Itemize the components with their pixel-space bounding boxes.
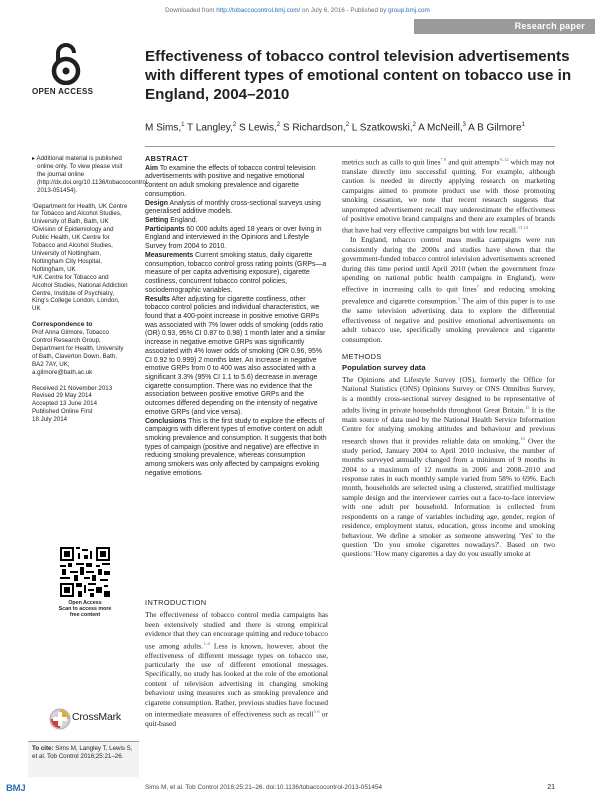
correspondence-heading: Correspondence to [32, 321, 93, 329]
aim-text: To examine the effects of tobacco control television advertisements with positive and negative emotional content on adult smoking prevalence and cigarette consumption. [145, 164, 316, 198]
body-text: which may not translate directly into successful quitting. For example, although caution is needed in directly applying research on marketing campaigns aimed to promote product use with those promoting smoking cessation, we note that recent research suggests that unprompted advertisement recall may underestimate the effectiveness of positive emotive brand campaigns and there are examples of brands that have had very effective campaigns but with low recall. [342, 157, 555, 235]
body-text: and quit attempts [446, 157, 500, 167]
article-title: Effectiveness of tobacco control television advertisements with different types of emotional content on tobacco use in England, 2004–2010 [145, 48, 572, 103]
affiliation: ³UK Centre for Tobacco and Alcohol Studies, National Addiction Centre, Institute of Psychiatry, King's College London, London, UK [32, 273, 128, 313]
date-accepted: Accepted 13 June 2014 [32, 400, 98, 408]
body-text: It is the main source of data used by the National Health Service Information Centre for studying smoking attitudes and behaviour and previous research shows that it provides reliable data on smoking. [342, 405, 556, 446]
population-heading: Population survey data [342, 363, 426, 373]
author-sup: 2 [276, 122, 281, 128]
author-sup: 2 [232, 122, 237, 128]
citation-ref[interactable]: 15 [524, 405, 530, 411]
page-footer [145, 784, 555, 791]
qr-caption-line: Scan to access more [58, 606, 112, 613]
measurements-text: Current smoking status, daily cigarette consumption, tobacco control gross rating points (GRPs—a measure of per capita advertising exposure), cigarette costliness, concurrent tobacco control policies, sociodemographic variables. [145, 251, 327, 294]
intro-text: The effectiveness of tobacco control media campaigns has been extensively studied and there is strong empirical evidence that they can encourage quitting and reduce tobacco use among adults. [145, 610, 328, 651]
author: M Sims, [145, 122, 182, 134]
citation-ref[interactable]: 1–4 [203, 640, 210, 646]
date-received: Received 21 November 2013 [32, 384, 113, 392]
body-text: The aim of this paper is to use the same television advertising data to explore the differential effectiveness of negative and positive emotional advertisements on adult tobacco use, specifically smoking prevalence and cigarette consumption. [342, 296, 556, 344]
qr-caption-line: Open Access [68, 600, 102, 606]
introduction [145, 598, 328, 728]
section-label: Research paper [414, 19, 595, 34]
results-label: Results [145, 295, 170, 303]
citation-ref[interactable]: 16 [520, 435, 525, 441]
participants-label: Participants [145, 225, 185, 233]
measurements-label: Measurements [145, 251, 194, 259]
author-sup: 1 [181, 122, 185, 128]
conclusions-label: Conclusions [145, 417, 187, 425]
author: T Langley, [184, 122, 233, 134]
bmj-logo: BMJ [6, 783, 26, 794]
qr-caption [40, 600, 130, 619]
sidebar [32, 155, 150, 424]
supplementary-note: ▸ Additional material is published online only. To view please visit the journal online (http://dx.doi.org/10.1136/tobaccocontrol-2013-051454). [32, 155, 150, 194]
journal-url-link[interactable]: http://tobaccocontrol.bmj.com/ [216, 7, 301, 14]
header-divider [145, 146, 555, 147]
body-text: and reducing smoking prevalence and cigarette consumption. [342, 284, 555, 306]
body-text: The Opinions and Lifestyle Survey (OS), formerly the Office for National Statistics (ONS) Opinions Survey or ONS Omnibus Survey, is a monthly cross-sectional survey designed to be representative of adults living in private households throughout Great Britain. [342, 374, 555, 415]
affiliation: ¹Department for Health, UK Centre for Tobacco and Alcohol Studies, University of Bath, Bath, UK [32, 202, 128, 226]
author-list [145, 122, 575, 133]
citation-ref[interactable]: 13 14 [517, 225, 528, 231]
citation-ref[interactable]: 3 [457, 296, 460, 302]
page-number: 21 [547, 784, 555, 791]
intro-text: Less is known, however, about the effectiveness of different message types on tobacco use, particularly the use of different emotional messages. Specifically, no study has looked at the role of the emotional content of television advertising in changing smoking behaviour using measures such as smoking prevalence and cigarette consumption. Rather, previous studies have focused on intermediate measures of effectiveness such as recall [145, 641, 328, 719]
body-text: metrics such as calls to quit lines [342, 157, 441, 167]
author: L Szatkowski, [349, 122, 413, 134]
setting-label: Setting [145, 217, 169, 225]
download-prefix: Downloaded from [165, 7, 217, 14]
author-sup: 1 [521, 122, 525, 128]
author: A B Gilmore [465, 122, 522, 134]
date-published: 18 July 2014 [32, 416, 68, 424]
citation-ref[interactable]: 7 8 [440, 157, 447, 162]
qr-caption-line: free content [69, 612, 101, 619]
methods-heading: METHODS [342, 351, 382, 361]
conclusions-text: This is the first study to explore the effects of campaigns with different types of emotive content on adult smoking prevalence and consumption. It suggests that both types of campaign (positive and negative) are effective in reducing smoking prevalence, whereas consumption among smokers was only affected by campaigns evoking negative emotions. [145, 417, 327, 477]
results-text: After adjusting for cigarette costliness, other tobacco control policies and individual characteristics, we found that a 400-point increase in positive emotive GRPs was associated with 7% lower odds of smoking (odds ratio (OR) 0.93, 95% CI 0.87 to 0.98) 1 month later and a similar increase in negative emotive GRPs was significantly associated with 4% lower odds of smoking (OR 0.96, 95% CI 0.92 to 0.999) 2 months later. An increase in negative emotive GRPs from 0 to 400 was also associated with a significant 3.3% (95% CI 1.1 to 5.6) decrease in average cigarette consumption. There was no evidence that the association between positive emotive GRPs and the outcomes differed depending on the intensity of negative emotive GRPs (and vice versa). [145, 295, 326, 416]
cite-text: Sims M, Langley T, Lewis S, et al. Tob Control 2016;25:21–26. [32, 745, 133, 760]
participants-text: 60 000 adults aged 18 years or over living in England and interviewed in the Opinions and Lifestyle Survey from 2004 to 2010. [145, 225, 322, 251]
footer-citation: Sims M, et al. Tob Control 2016;25:21–26. doi:10.1136/tobaccocontrol-2013-051454 [145, 784, 383, 791]
date-published-label: Published Online First [32, 408, 93, 416]
author-sup: 2 [345, 122, 350, 128]
author-sup: 3 [462, 122, 466, 128]
qr-code-icon[interactable] [60, 547, 110, 597]
author: A McNeill, [415, 122, 463, 134]
crossmark-label[interactable]: CrossMark [72, 711, 121, 723]
correspondence-text: Prof Anna Gilmore, Tobacco Control Research Group, Department for Health, University of Bath, Claverton Down, Bath, BA2 7AY, UK; a.gilmore@bath.ac.uk [32, 329, 124, 376]
abstract [145, 155, 328, 479]
design-text: Analysis of monthly cross-sectional surveys using generalised additive models. [145, 199, 321, 216]
author: S Lewis, [236, 122, 277, 134]
setting-text: England. [168, 217, 198, 225]
open-access-label: OPEN ACCESS [32, 87, 94, 96]
author-sup: 2 [412, 122, 416, 128]
publisher-link[interactable]: group.bmj.com [388, 7, 430, 14]
aim-label: Aim [145, 164, 159, 172]
download-notice [0, 7, 595, 14]
design-label: Design [145, 199, 168, 207]
author: S Richardson, [280, 122, 346, 134]
body-text: In England, tobacco control mass media campaigns were run consistently during the 2000s and studies have shown that the government-funded tobacco control television advertisements screened during this time period until April 2010 (when the government froze spending on national public health campaigns in England), were effective in increasing calls to quit lines [342, 235, 555, 294]
intro-text: or quit-based [145, 709, 329, 728]
citation-box [28, 741, 139, 777]
introduction-heading: INTRODUCTION [145, 598, 207, 607]
right-column [342, 155, 555, 559]
citation-ref[interactable]: 5 6 [313, 708, 320, 714]
open-access-icon [48, 41, 84, 85]
citation-ref[interactable]: 9–12 [499, 157, 509, 162]
citation-ref[interactable]: 7 [476, 284, 479, 290]
abstract-heading: ABSTRACT [145, 154, 189, 163]
cite-label: To cite: [32, 745, 54, 752]
affiliation: ²Division of Epidemiology and Public Health, UK Centre for Tobacco and Alcohol Studies, University of Nottingham, Nottingham City Hospital, Nottingham, UK [32, 226, 114, 273]
date-revised: Revised 29 May 2014 [32, 392, 92, 400]
download-middle: on July 6, 2016 - Published by [300, 7, 389, 14]
body-text: Over the study period, January 2004 to April 2010 inclusive, the number of months surveyed annually changed from a minimum of 9 months in 2004 to a maximum of 12 months in 2006 and 2008–2010 and response rates in each monthly sample varied from 58% to 69%. Each month, households are selected using a clustered, stratified multistage sample design and the interviewer carries out a face-to-face interview with one adult per household. Information is collected from respondents on a range of variables including age, gender, region of residence, employment status, education, gross income and smoking behaviour. We define a smoker as someone answering 'Yes' to the question 'Do you smoke cigarettes nowadays?'. Based on two questions: 'How many cigarettes a day do you usually smoke at [342, 436, 555, 559]
